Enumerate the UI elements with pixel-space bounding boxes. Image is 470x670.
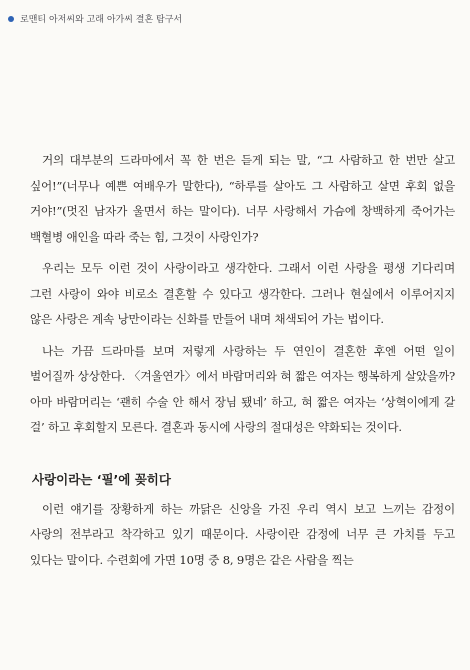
paragraph-1: 거의 대부분의 드라마에서 꼭 한 번은 듣게 되는 말, “그 사람하고 한 번만 살고 싶어!”(너무나 예쁜 여배우가 말한다), “하루를 살아도 그 사람하고 살면 후회 없을 거야!”(멋진 남자가 울면서 하는 말이다). 너무 사랑해서 가슴에 창백하게 죽어가는 백혈병 애인을 따라 죽는 힘, 그것이 사랑인가?	[30, 153, 455, 244]
section-heading: 사랑이라는 ‘필’에 꽂히다	[32, 471, 171, 487]
bullet-dot-icon	[8, 16, 14, 22]
section-paragraph: 이런 얘기를 장황하게 하는 까닭은 신앙을 가진 우리 역시 보고 느끼는 감정이 사랑의 전부라고 착각하고 있기 때문이다. 사랑이란 감정에 너무 큰 가치를 두고 있다는 말이다. 수련회에 가면 10명 중 8, 9명은 같은 사람을 찍는	[30, 501, 455, 567]
paragraph-2: 우리는 모두 이런 것이 사랑이라고 생각한다. 그래서 이런 사랑을 평생 기다리며 그런 사랑이 와야 비로소 결혼할 수 있다고 생각한다. 그러나 현실에서 이루어지지 않은 사랑은 계속 낭만이라는 신화를 만들어 내며 채색되어 가는 법이다.	[30, 261, 455, 326]
paragraph-3: 나는 가끔 드라마를 보며 저렇게 사랑하는 두 연인이 결혼한 후엔 어떤 일이 벌어질까 상상한다. 〈겨울연가〉에서 바람머리와 혀 짧은 여자는 행복하게 살았을까? 아마 바람머리는 ‘괜히 수술 안 해서 장님 됐네’ 하고, 혀 짧은 여자는 ‘상혁이에게 갈 걸’ 하고 후회할지 모른다. 결혼과 동시에 사랑의 절대성은 약화되는 것이다.	[30, 343, 455, 434]
running-title: 로맨티 아저씨와 고래 아가씨 결혼 탐구서	[20, 15, 183, 25]
running-header	[8, 12, 182, 25]
body-text	[30, 148, 455, 579]
